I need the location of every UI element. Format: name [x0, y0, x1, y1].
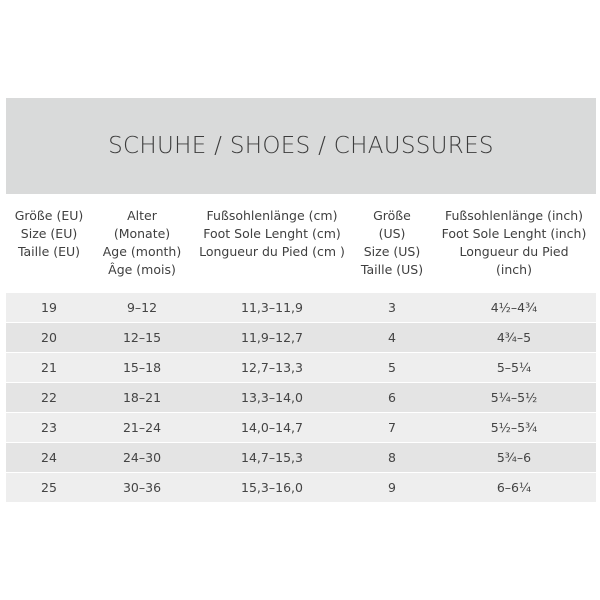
header-line: Size (US): [363, 244, 421, 259]
header-line: Fußsohlenlänge (cm): [206, 208, 338, 223]
cell-foot-inch: 4¾–5: [496, 330, 532, 345]
cell-size-us: 7: [388, 420, 396, 435]
cell-foot-inch: 5–5¼: [496, 360, 532, 375]
cell-size-us: 8: [388, 450, 396, 465]
header-line: Size (EU): [20, 226, 78, 241]
table-row: [6, 293, 596, 323]
header-line: (US): [378, 226, 406, 241]
header-line: Größe (EU): [14, 208, 84, 223]
cell-size-eu: 20: [41, 330, 57, 345]
table-row: [6, 473, 596, 503]
header-line: (Monate): [113, 226, 171, 241]
cell-size-us: 4: [388, 330, 396, 345]
table-body: [6, 293, 596, 503]
cell-foot-inch: 5½–5¾: [490, 420, 538, 435]
header-age: [92, 207, 192, 279]
header-line: Taille (EU): [17, 244, 81, 259]
header-line: (inch): [496, 262, 532, 277]
header-foot-inch: [432, 207, 596, 279]
cell-foot-cm: 14,7–15,3: [241, 450, 303, 465]
cell-age: 12–15: [122, 330, 162, 345]
cell-size-us: 6: [388, 390, 396, 405]
cell-foot-cm: 11,3–11,9: [241, 300, 303, 315]
table-row: [6, 353, 596, 383]
cell-size-eu: 24: [41, 450, 57, 465]
cell-age: 30–36: [122, 480, 162, 495]
size-chart: [6, 98, 596, 503]
cell-age: 21–24: [122, 420, 162, 435]
header-row: [6, 194, 596, 293]
header-line: Age (month): [102, 244, 182, 259]
header-line: Foot Sole Lenght (inch): [441, 226, 587, 241]
cell-size-us: 3: [388, 300, 396, 315]
table-row: [6, 383, 596, 413]
cell-age: 15–18: [122, 360, 162, 375]
cell-size-eu: 23: [41, 420, 57, 435]
cell-size-us: 5: [388, 360, 396, 375]
header-line: Âge (mois): [108, 262, 176, 277]
cell-age: 9–12: [126, 300, 158, 315]
cell-foot-cm: 12,7–13,3: [241, 360, 303, 375]
cell-foot-inch: 4½–4¾: [490, 300, 538, 315]
table-row: [6, 323, 596, 353]
header-line: Foot Sole Lenght (cm): [203, 226, 341, 241]
cell-foot-inch: 6–6¼: [496, 480, 532, 495]
cell-size-eu: 25: [41, 480, 57, 495]
header-line: Fußsohlenlänge (inch): [444, 208, 584, 223]
header-foot-cm: [192, 207, 352, 261]
header-line: Größe: [373, 208, 411, 223]
title-band: [6, 98, 596, 194]
cell-foot-cm: 15,3–16,0: [241, 480, 303, 495]
header-line: Taille (US): [360, 262, 424, 277]
cell-foot-inch: 5¾–6: [496, 450, 532, 465]
chart-title: SCHUHE / SHOES / CHAUSSURES: [108, 133, 494, 159]
cell-foot-cm: 11,9–12,7: [241, 330, 303, 345]
cell-size-us: 9: [388, 480, 396, 495]
cell-foot-cm: 14,0–14,7: [241, 420, 303, 435]
cell-size-eu: 19: [41, 300, 57, 315]
header-line: Alter: [127, 208, 157, 223]
cell-size-eu: 22: [41, 390, 57, 405]
cell-foot-inch: 5¼–5½: [490, 390, 538, 405]
header-size-eu: [6, 207, 92, 261]
table-row: [6, 413, 596, 443]
cell-foot-cm: 13,3–14,0: [241, 390, 303, 405]
header-line: Longueur du Pied: [459, 244, 569, 259]
header-size-us: [352, 207, 432, 279]
cell-age: 24–30: [122, 450, 162, 465]
cell-size-eu: 21: [41, 360, 57, 375]
table-row: [6, 443, 596, 473]
cell-age: 18–21: [122, 390, 162, 405]
header-line: Longueur du Pied (cm ): [199, 244, 345, 259]
